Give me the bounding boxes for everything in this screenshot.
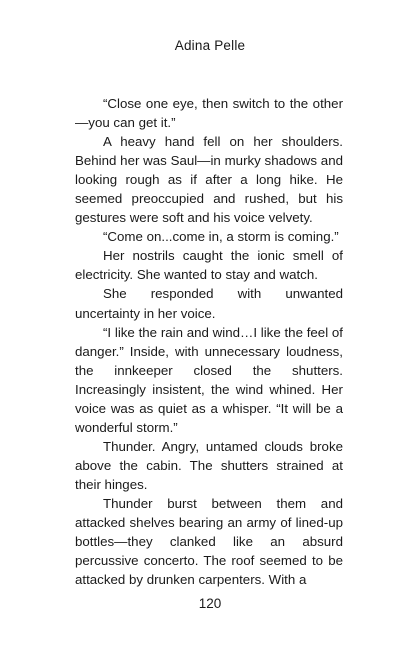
paragraph: Thunder. Angry, untamed clouds broke above the cabin. The shutters strained at their hinges. <box>75 438 343 492</box>
paragraph: “Close one eye, then switch to the other —you can get it.” <box>75 96 343 131</box>
paragraph: A heavy hand fell on her shoulders. Behind her was Saul—in murky shadows and looking rough as if after a long hike. He seemed preoccupied and rushed, but his gestures were soft and his voice velvety. <box>75 134 343 226</box>
running-head-author: Adina Pelle <box>174 38 246 53</box>
paragraph: Her nostrils caught the ionic smell of electricity. She wanted to stay and watch. <box>75 248 343 283</box>
paragraph: She responded with unwanted uncertainty in her voice. <box>75 286 343 321</box>
paragraph: “Come on...come in, a storm is coming.” <box>103 229 339 245</box>
paragraph: “I like the rain and wind…I like the feel of danger.” Inside, with unnecessary loudness, the innkeeper closed the shutters. Increasingly insistent, the wind whined. Her voice was as quiet as a whisper. “It will be a wonderful storm.” <box>75 324 343 435</box>
page-number: 120 <box>198 596 222 611</box>
body-text <box>75 94 343 589</box>
paragraph: Thunder burst between them and attacked shelves bearing an army of lined-up bottles—they clanked like an absurd percussive concerto. The roof seemed to be attacked by drunken carpenters. With a <box>75 495 343 588</box>
